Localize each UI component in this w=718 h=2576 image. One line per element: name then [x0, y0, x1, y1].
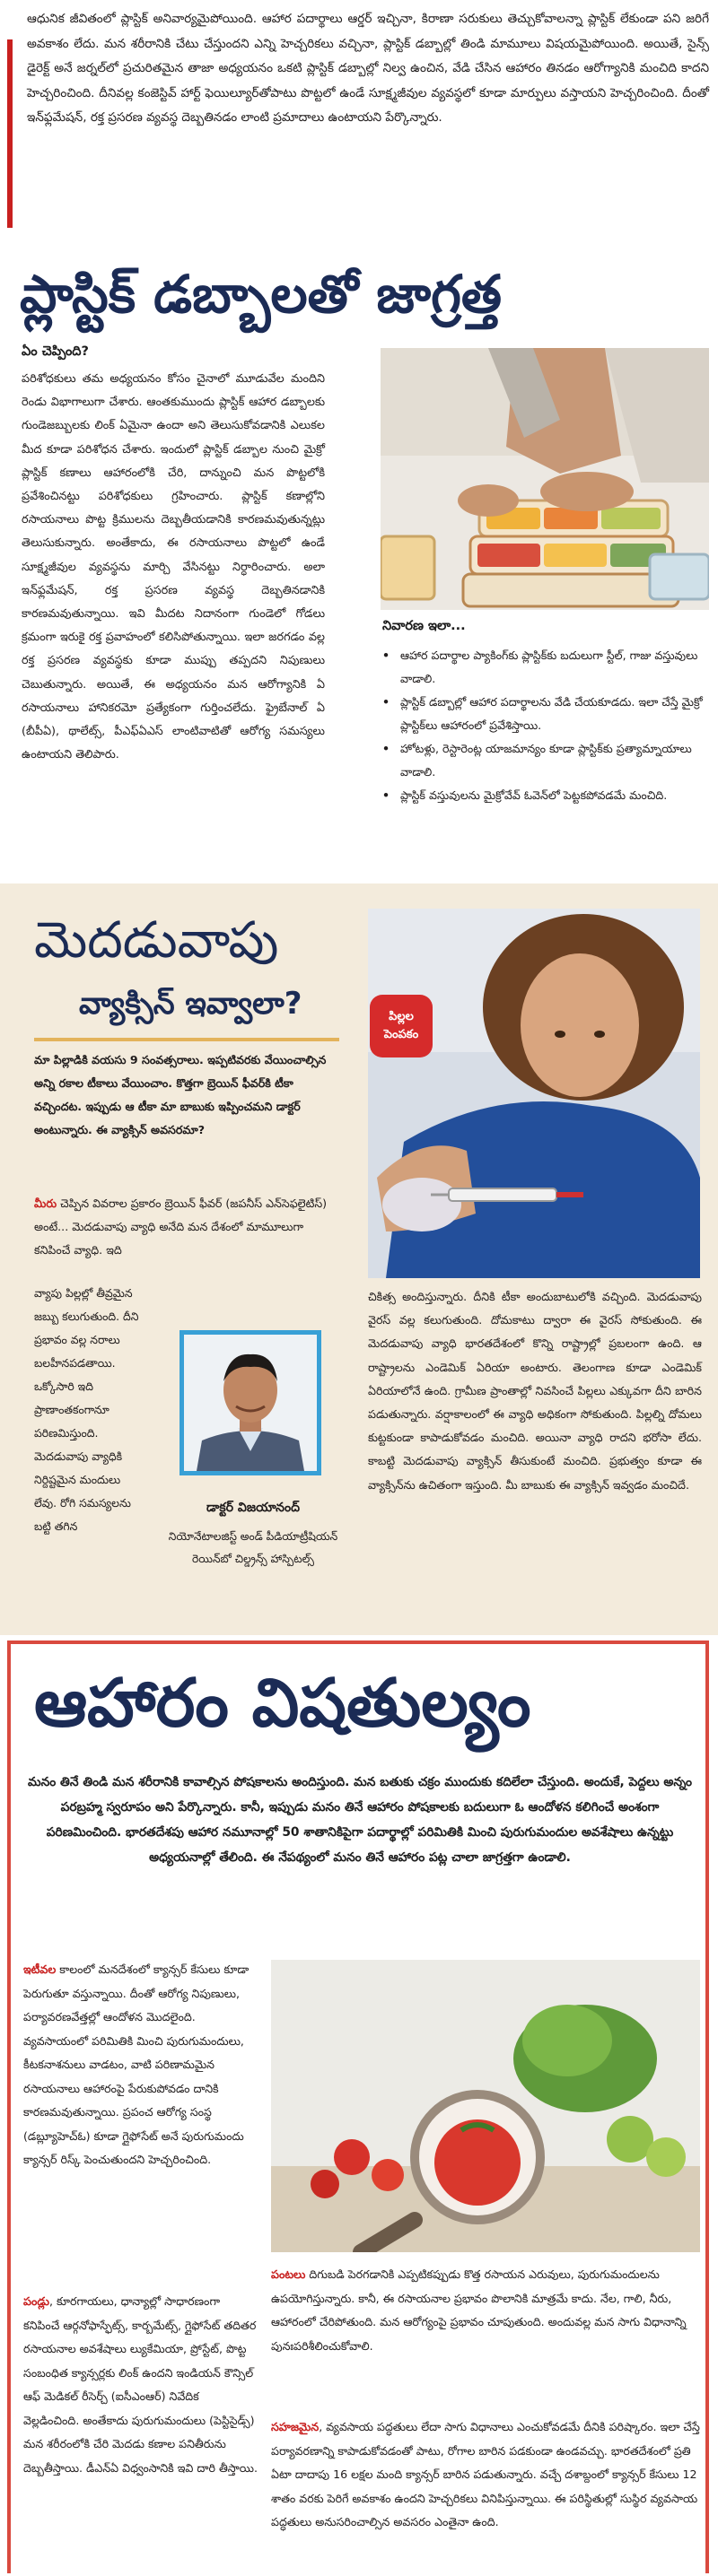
magnifier-vegetables-photo	[271, 1960, 700, 2252]
prevention-item-text: ఆహార పదార్థాల ప్యాకింగ్‌కు ప్లాస్టిక్‌కు బదులుగా స్టీల్, గాజు వస్తువులు వాడాలి.	[400, 648, 698, 685]
child-vaccine-photo	[368, 909, 700, 1278]
food-frame-top	[7, 1640, 709, 1644]
bullet-icon: •	[382, 742, 390, 755]
plastic-headline: ప్లాస్టిక్ డబ్బాలతో జాగ్రత్త	[20, 264, 503, 325]
parenting-badge	[370, 995, 433, 1057]
prevention-list	[382, 644, 707, 807]
para-3-text: దిగుబడి పెరగడానికి ఎప్పటికప్పుడు కొత్త రసాయన ఎరువులు, పురుగుమందులను ఉపయోగిస్తున్నారు. కానీ, ఈ రసాయనాల ప్రభావం పొలానికి మాత్రమే కాదు. నేల, గాలి, నీరు, ఆహారంలో చేరిపోతుంది. మన ఆరోగ్యంపై ప్రభావం చూపుతుంది. అందువల్ల మన సాగు విధానాన్ని పునఃపరిశీలించుకోవాలి.	[271, 2267, 687, 2353]
para-4-lead: సహజమైన	[271, 2420, 320, 2433]
para-4-text: , వ్యవసాయ పద్ధతులు లేదా సాగు విధానాలు ఎంచుకోవడమే దీనికి పరిష్కారం. ఇలా చేస్తే పర్యావరణాన్ని కాపాడుకోవడంతో పాటు, రోగాల బారిన పడకుండా ఉండవచ్చు. భారతదేశంలో ప్రతి ఏటా దాదాపు 16 లక్షల మంది క్యాన్సర్ బారిన పడుతున్నారు. వచ్చే దశాబ్దంలో క్యాన్సర్ కేసులు 12 శాతం వరకు పెరిగే అవకాశం ఉందని హెచ్చరికలు వినిపిస్తున్నాయి. ఈ పరిస్థితుల్లో సుస్థిర వ్యవసాయ పద్ధతులు అనుసరించాల్సిన అవసరం ఎంతైనా ఉంది.	[271, 2420, 700, 2528]
intro-bar-accent	[7, 39, 13, 228]
section-vaccine	[0, 883, 718, 1635]
prevention-item	[382, 737, 707, 784]
para-2-lead: పండ్లు	[23, 2294, 50, 2308]
para-1-text: కాలంలో మనదేశంలో క్యాన్సర్ కేసులు కూడా పెరుగుతూ వస్తున్నాయి. దీంతో ఆరోగ్య నిపుణులు, పర్యావరణవేత్తల్లో ఆందోళన మొదలైంది. వ్యవసాయంలో పరిమితికి మించి పురుగుమందులు, కీటకనాశనులు వాడటం, వాటి పరిణామమైన రసాయనాలు ఆహారంపై పేరుకుపోవడం దానికి కారణమవుతున్నాయి. ప్రపంచ ఆరోగ్య సంస్థ (డబ్ల్యూహెచ్‌ఓ) కూడా గ్లైఫోసేట్ అనే పురుగుమందు క్యాన్సర్ రిస్క్ పెంచుతుందని హెచ్చరించింది.	[23, 1962, 250, 2166]
vaccine-headline-1: మెదడువాపు	[34, 911, 279, 970]
food-para-3	[271, 2263, 700, 2406]
intro-paragraph: ఆధునిక జీవితంలో ప్లాస్టిక్ అనివార్యమైపోయింది. ఆహార పదార్థాలు ఆర్డర్ ఇచ్చినా, కిరాణా సరుకులు తెచ్చుకోవాలన్నా ప్లాస్టిక్ లేకుండా పని జరిగే అవకాశం లేదు. మన శరీరానికి చేటు చేస్తుందని ఎన్ని హెచ్చరికలు వచ్చినా, ప్లాస్టిక్ డబ్బాల్లో తిండి మామూలు విషయమైపోయింది. అయితే, సైన్స్ డైరెక్ట్ అనే జర్నల్‌లో ప్రచురితమైన తాజా అధ్యయనం ఒకటి ప్లాస్టిక్ డబ్బాల్లో నిల్వ ఉంచిన, వేడి చేసిన ఆహారం తినడం ఆరోగ్యానికి మంచిది కాదని హెచ్చరించింది. దీనివల్ల కంజెస్టివ్ హార్ట్ ఫెయిల్యూర్‌తోపాటు పొట్టలో ఉండే సూక్ష్మజీవుల వ్యవస్థలో కూడా మార్పులు వస్తాయని హెచ్చరించింది. దీంతో ఇన్‌ఫ్లమేషన్, రక్త ప్రసరణ వ్యవస్థ దెబ్బతినడం లాంటి ప్రమాదాలు ఉంటాయని పేర్కొన్నారు.	[27, 12, 709, 125]
answer-top-text: చెప్పిన వివరాల ప్రకారం బ్రెయిన్ ఫీవర్ (జపనీస్ ఎన్‌సెఫలైటిస్) అంటే... మెదడువాపు వ్యాధి అనేది మన దేశంలో మామూలుగా కనిపించే వ్యాధి. ఇది	[34, 1197, 328, 1257]
para-2-text: , కూరగాయలు, ధాన్యాల్లో సాధారణంగా కనిపించే ఆర్గనోఫాస్ఫేట్స్, కార్బమేట్స్, గ్లైఫోసేట్ తదితర రసాయనాల అవశేషాలు ల్యుకేమియా, ప్రోస్టేట్, పొట్ట సంబంధిత క్యాన్సర్లకు లింక్ ఉందని ఇండియన్ కౌన్సిల్ ఆఫ్ మెడికల్ రీసెర్చ్ (ఐసీఎంఆర్) నివేదిక వెల్లడించింది. అంతేకాదు పురుగుమందులు (పెస్టిసైడ్స్) మన శరీరంలోకి చేరి మెదడు కణాల పనితీరును దెబ్బతీస్తాయి. డీఎన్‌ఏ విధ్వంసానికి ఇవి దారి తీస్తాయి.	[23, 2294, 258, 2475]
plastic-containers-photo	[381, 348, 709, 610]
vaccine-answer-left: వ్యాపు పిల్లల్లో తీవ్రమైన జబ్బు కలుగుతుంది. దీని ప్రభావం వల్ల నరాలు బలహీనపడతాయి. ఒక్కోసారి ఇది ప్రాణాంతకంగానూ పరిణమిస్తుంది. మెదడువాపు వ్యాధికి నిర్దిష్టమైన మందులు లేవు. రోగి సమస్యలను బట్టి తగిన	[34, 1286, 139, 1533]
food-frame-right	[705, 1640, 709, 2573]
plastic-body: పరిశోధకులు తమ అధ్యయనం కోసం చైనాలో మూడువేల మందిని రెండు విభాగాలుగా చేశారు. ఆంతకుముందు ప్లాస్టిక్ ఆహార డబ్బాలకు గుండెజబ్బులకు లింక్ ఏమైనా ఉందా అని తెలుసుకోవడానికి ఎలుకల మీద కూడా పరిశోధన చేశారు. ఇందులో ప్లాస్టిక్ డబ్బాల నుంచి మైక్రో ప్లాస్టిక్ కణాలు ఆహారంలోకి చేరి, దాన్నుంచి మన పొట్టలోకి ప్రవేశించినట్టు పరిశోధకులు గ్రహించారు. ప్లాస్టిక్ కణాల్లోని రసాయనాలు పొట్ట క్రిములను దెబ్బతీయడానికి కారణమవుతున్నట్లు తెలుసుకున్నారు. అంతేకాదు, ఈ రసాయనాలు పొట్టలో ఉండే సూక్ష్మజీవుల వ్యవస్థను మార్చి వేసినట్టు నిర్ధారించారు. అలా ఇన్‌ఫ్లమేషన్, రక్త ప్రసరణ వ్యవస్థ దెబ్బతినడానికి కారణమవుతున్నాయి. ఇవి మీదట నిదానంగా గుండెలో గోడలు క్రమంగా ఇరుకై రక్త ప్రవాహంలో కలిసిపోతున్నాయి. ఇలా జరగడం వల్ల రక్త ప్రసరణ వ్యవస్థకు కూడా ముప్పు తప్పదని నిపుణులు చెబుతున్నారు. అయితే, ఈ అధ్యయనం మన ఆరోగ్యానికి ఏ రసాయనాలు హానికరమో ప్రత్యేకంగా గుర్తించలేదు. ఫ్రైబేనాల్ ఏ (బీపీఏ), థాలేట్స్, పీఎఫ్‌ఏఎస్ లాంటివాటితో ఆరోగ్య సమస్యలు ఉంటాయని తెలిపారు.	[22, 372, 325, 762]
section-food	[0, 1635, 718, 2576]
doctor-name: డాక్టర్ విజయానంద్	[206, 1501, 300, 1515]
doctor-photo	[180, 1330, 321, 1475]
vaccine-answer-right: చికిత్స అందిస్తున్నారు. దీనికి టీకా అందుబాటులోకి వచ్చింది. మెదడువాపు వైరస్ వల్ల కలుగుతుంది. దోమకాటు ద్వారా ఈ వైరస్ సోకుతుంది. ఈ మెదడువాపు వ్యాధి భారతదేశంలో కొన్ని రాష్ట్రాల్లో ప్రబలంగా ఉంది. ఆ రాష్ట్రాలను ఎండెమిక్ ఏరియా అంటారు. తెలంగాణ కూడా ఎండెమిక్ ఏరియాలోనే ఉంది. గ్రామీణ ప్రాంతాల్లో నివసించే పిల్లలు ఎక్కువగా దీని బారిన పడుతున్నారు. వర్షాకాలంలో ఈ వ్యాధి అధికంగా సోకుతుంది. పిల్లల్ని దోమలు కుట్టకుండా కాపాడుకోవడం మంచిది. అయినా వ్యాధి రాదని భరోసా లేదు. కాబట్టి మెదడువాపు వ్యాక్సిన్ తీసుకుంటే మంచిది. ప్రభుత్వం కూడా ఈ వ్యాక్సిన్‌ను ఉచితంగా ఇస్తుంది. మీ బాబుకు ఈ వ్యాక్సిన్ ఇవ్వడం మంచిదే.	[368, 1290, 702, 1492]
food-para-2	[23, 2290, 258, 2568]
prevention-item-text: ప్లాస్టిక్ డబ్బాల్లో ఆహార పదార్థాలను వేడి చేయకూడదు. ఇలా చేస్తే మైక్రో ప్లాస్టిక్‌లు ఆహారంలో ప్రవేశిస్తాయి.	[400, 695, 703, 732]
vaccine-headline-2: వ్యాక్సిన్ ఇవ్వాలా?	[79, 986, 302, 1022]
headline-rule	[34, 1038, 339, 1041]
parenting-badge-label: పిల్లల పెంపకం	[383, 1010, 419, 1041]
doctor-card	[154, 1330, 352, 1608]
doctor-title: నియోనేటాలజిస్ట్ అండ్ పీడియాట్రీషియన్ రెయిన్‌బో చిల్డ్రన్స్ హాస్పిటల్స్	[168, 1530, 338, 1565]
food-para-1	[23, 1958, 258, 2281]
prevention-title: నివారణ ఇలా...	[382, 619, 466, 633]
para-3-lead: పంటలు	[271, 2267, 306, 2281]
prevention-item	[382, 644, 707, 691]
plastic-subhead: ఏం చెప్పింది?	[22, 344, 89, 359]
food-para-4	[271, 2415, 700, 2568]
para-1-lead: ఇటీవల	[23, 1962, 57, 1976]
bullet-icon: •	[382, 648, 390, 662]
answer-lead-word: మీరు	[34, 1197, 57, 1210]
prevention-item	[382, 691, 707, 737]
section-plastic	[0, 0, 718, 883]
prevention-item-text: ప్లాస్టిక్ వస్తువులను మైక్రోవేవ్ ఓవెన్‌లో పెట్టకపోవడమే మంచిది.	[400, 788, 668, 802]
bullet-icon: •	[382, 788, 390, 802]
bullet-icon: •	[382, 695, 390, 709]
food-intro: మనం తినే తిండి మన శరీరానికి కావాల్సిన పోషకాలను అందిస్తుంది. మన బతుకు చక్రం ముందుకు కదిలేలా చేస్తుంది. అందుకే, పెద్దలు అన్నం పరబ్రహ్మ స్వరూపం అని పేర్కొన్నారు. కానీ, ఇప్పుడు మనం తినే ఆహారం పోషకాలకు బదులుగా ఓ ఆందోళన కలిగించే అంశంగా పరిణమించింది. భారతదేశపు ఆహార నమూనాల్లో 50 శాతానికిపైగా పదార్థాల్లో పరిమితికి మించి పురుగుమందుల అవశేషాలు ఉన్నట్టు అధ్యయనాల్లో తేలింది. ఈ నేపథ్యంలో మనం తినే ఆహారం పట్ల చాలా జాగ్రత్తగా ఉండాలి.	[27, 1775, 693, 1865]
vaccine-question: మా పిల్లాడికి వయసు 9 సంవత్సరాలు. ఇప్పటివరకు వేయించాల్సిన అన్ని రకాల టీకాలు వేయించాం. కొత్తగా బ్రెయిన్ ఫీవర్‌కి టీకా వచ్చిందట. ఇప్పుడు ఆ టీకా మా బాబుకు ఇప్పించమని డాక్టర్ అంటున్నారు. ఈ వ్యాక్సిన్ అవసరమా?	[34, 1053, 327, 1136]
prevention-item	[382, 784, 707, 807]
food-headline: ఆహారం విషతుల్యం	[34, 1665, 531, 1742]
food-frame-left	[7, 1640, 11, 2573]
vaccine-answer-top	[34, 1192, 343, 1282]
prevention-item-text: హోటళ్లు, రెస్టారెంట్ల యాజమాన్యం కూడా ప్లాస్టిక్‌కు ప్రత్యామ్నాయాలు వాడాలి.	[400, 742, 692, 779]
